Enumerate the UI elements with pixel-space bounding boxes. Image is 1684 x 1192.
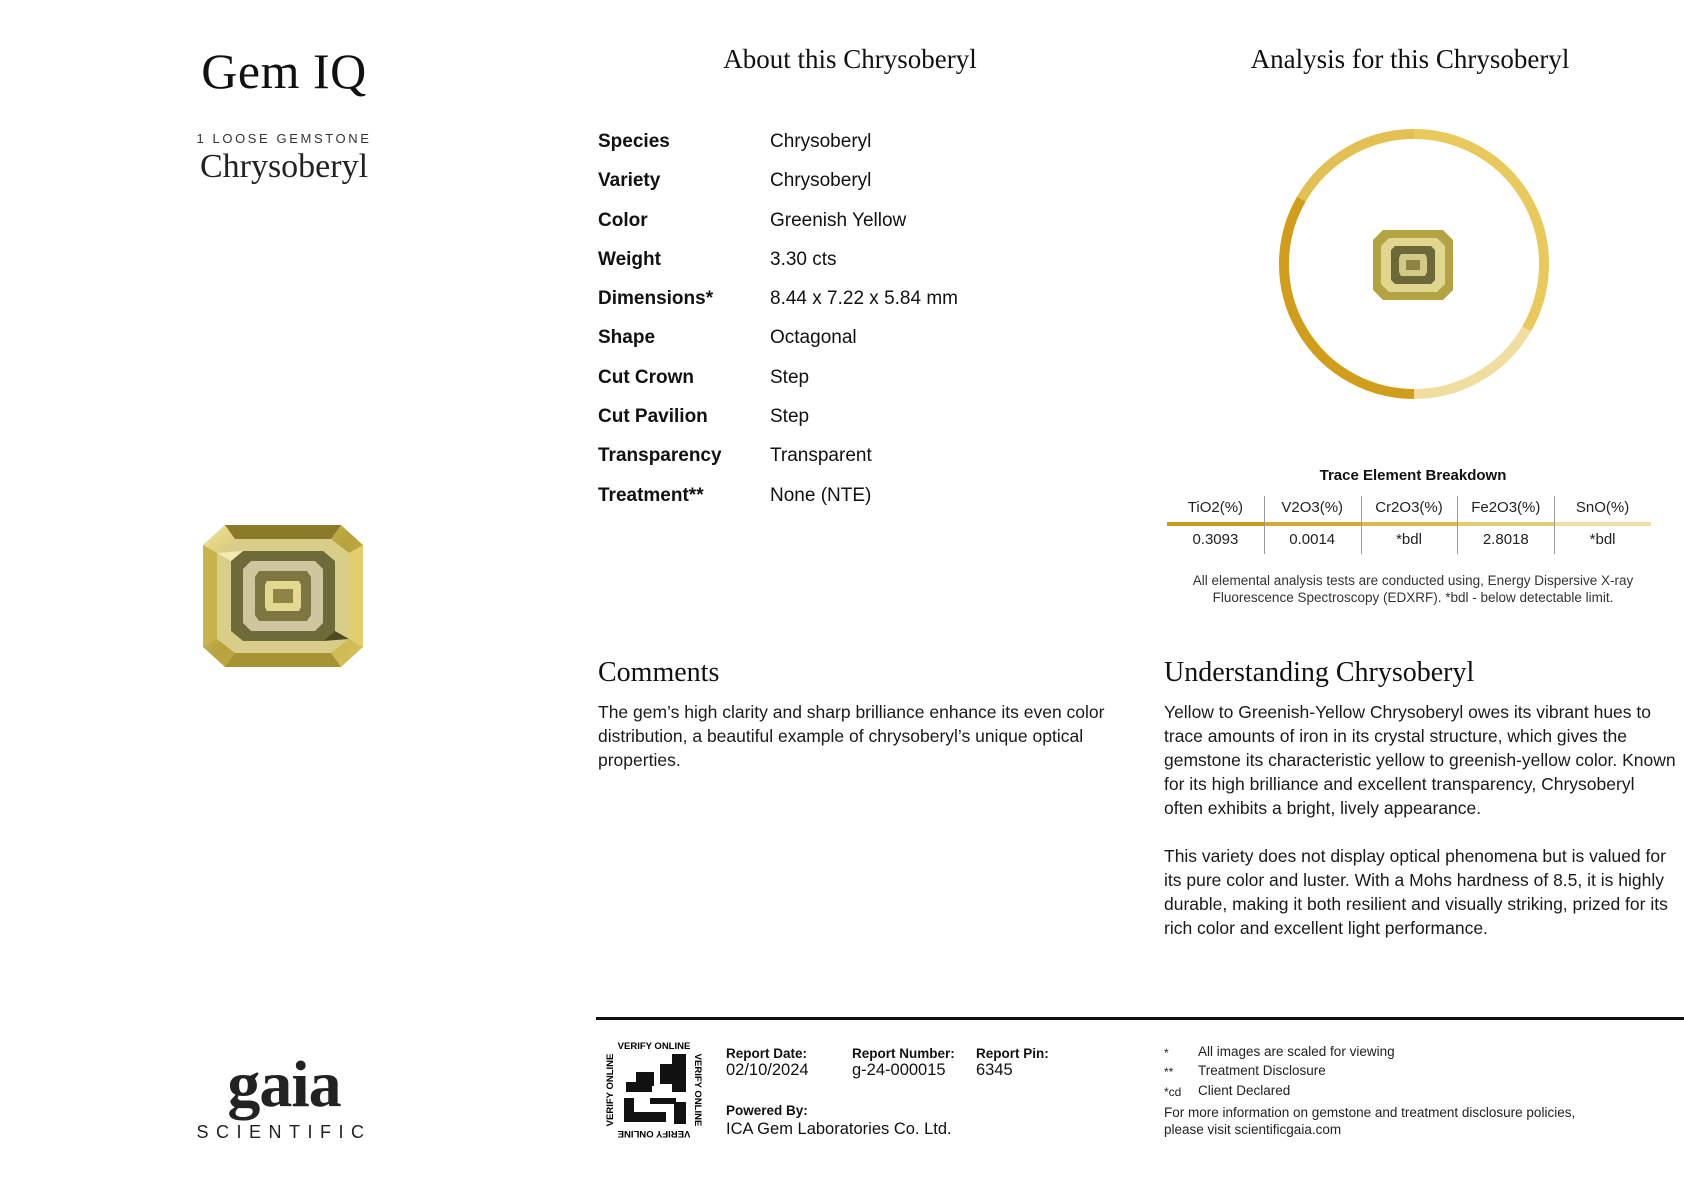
- trace-note-line: Fluorescence Spectroscopy (EDXRF). *bdl - below detectable limit.: [1212, 590, 1614, 605]
- verify-label: VERIFY ONLINE: [617, 1041, 691, 1052]
- verify-label: VERIFY ONLINE: [605, 1053, 616, 1127]
- gemstone-image: [203, 525, 363, 667]
- footnote-text: All images are scaled for viewing: [1198, 1044, 1395, 1059]
- report-date-label: Report Date:: [726, 1046, 808, 1061]
- brand-title: Gem IQ: [201, 43, 367, 99]
- about-value: Greenish Yellow: [770, 209, 907, 231]
- trace-element-name: Cr2O3(%): [1375, 499, 1443, 516]
- verify-qr-code[interactable]: [604, 1040, 704, 1140]
- about-label: Color: [598, 209, 648, 231]
- trace-title: Trace Element Breakdown: [1319, 467, 1507, 484]
- analysis-title: Analysis for this Chrysoberyl: [1250, 44, 1570, 74]
- report-date-value: 02/10/2024: [726, 1061, 809, 1079]
- trace-color-bar: [1457, 522, 1554, 526]
- disclosure-info: [1164, 1104, 1624, 1138]
- trace-element-value: 0.0014: [1289, 531, 1336, 548]
- about-label: Species: [598, 131, 670, 152]
- footnote-text: Client Declared: [1198, 1083, 1291, 1098]
- trace-element-value: 2.8018: [1482, 531, 1529, 548]
- about-label: Treatment**: [598, 484, 704, 506]
- gemstone-count: 1 LOOSE GEMSTONE: [196, 131, 372, 146]
- understanding-title: Understanding Chrysoberyl: [1164, 657, 1475, 688]
- about-value: 8.44 x 7.22 x 5.84 mm: [770, 288, 958, 310]
- ring-gemstone-image: [1373, 230, 1453, 300]
- trace-element-value: *bdl: [1589, 531, 1616, 548]
- about-value: None (NTE): [770, 484, 872, 506]
- gaia-logo-subtitle: SCIENTIFIC: [196, 1122, 372, 1142]
- trace-color-bar: [1167, 522, 1264, 526]
- footer-divider: [596, 1017, 1684, 1020]
- trace-column: [1264, 496, 1361, 554]
- verify-label: VERIFY ONLINE: [692, 1053, 703, 1127]
- verify-label: VERIFY ONLINE: [617, 1128, 691, 1139]
- about-value: Transparent: [770, 445, 872, 467]
- about-value: Step: [770, 406, 810, 428]
- footnote-symbol: *: [1164, 1046, 1169, 1060]
- about-value: Step: [770, 366, 810, 388]
- about-label: Cut Pavilion: [598, 406, 708, 428]
- about-value: 3.30 cts: [770, 248, 837, 270]
- trace-element-value: *bdl: [1396, 531, 1422, 548]
- about-row: [598, 127, 1098, 166]
- trace-element-name: V2O3(%): [1281, 499, 1344, 516]
- about-row: [598, 363, 1098, 402]
- about-row: [598, 166, 1098, 205]
- about-row: [598, 402, 1098, 441]
- about-label: Weight: [598, 248, 661, 270]
- gaia-logo-word: gaia: [227, 1048, 341, 1121]
- about-label: Dimensions*: [598, 288, 714, 310]
- disclosure-line[interactable]: please visit scientificgaia.com: [1164, 1122, 1342, 1137]
- disclosure-line: For more information on gemstone and treatment disclosure policies,: [1164, 1105, 1576, 1120]
- understanding-paragraph: This variety does not display optical phenomena but is valued for its pure color and luster. With a Mohs hardness of 8.5, it is highly durable, making it both resilient and visually striking, prized for its rich color and excellent light performance.: [1164, 846, 1668, 938]
- trace-column: [1554, 496, 1651, 554]
- comments-title: Comments: [598, 657, 720, 688]
- about-row: [598, 206, 1098, 245]
- about-label: Transparency: [598, 445, 722, 467]
- about-value: Chrysoberyl: [770, 170, 872, 192]
- report-pin-label: Report Pin:: [976, 1046, 1049, 1061]
- trace-column: [1457, 496, 1554, 554]
- trace-element-name: Fe2O3(%): [1471, 499, 1541, 516]
- ring-segment: [1301, 134, 1414, 199]
- trace-element-table: [1167, 496, 1651, 554]
- trace-separator: [1361, 496, 1362, 554]
- trace-separator: [1457, 496, 1458, 554]
- comments-text: The gem’s high clarity and sharp brilliance enhance its even color distribution, a beautiful example of chrysoberyl’s unique optical properties.: [598, 702, 1105, 770]
- about-label: Cut Crown: [598, 366, 695, 388]
- footnote-symbol: **: [1164, 1065, 1174, 1079]
- trace-column: [1167, 496, 1264, 554]
- about-row: [598, 481, 1098, 520]
- trace-note-line: All elemental analysis tests are conducted using, Energy Dispersive X-ray: [1192, 573, 1634, 588]
- report-number-value: g-24-000015: [852, 1061, 946, 1079]
- ring-segment: [1414, 329, 1527, 394]
- report-number-label: Report Number:: [852, 1046, 955, 1061]
- about-row: [598, 245, 1098, 284]
- trace-column: [1361, 496, 1458, 554]
- about-value: Octagonal: [770, 327, 857, 349]
- trace-element-name: SnO(%): [1575, 499, 1630, 516]
- about-row: [598, 323, 1098, 362]
- about-value: Chrysoberyl: [770, 131, 872, 152]
- trace-separator: [1264, 496, 1265, 554]
- footnote-symbol: *cd: [1164, 1085, 1182, 1099]
- understanding-paragraph: Yellow to Greenish-Yellow Chrysoberyl owes its vibrant hues to trace amounts of iron in its crystal structure, which gives the gemstone its characteristic yellow to greenish-yellow color. Known for its high brilliance and excellent transparency, Chrysoberyl often exhibits a bright, lively appearance.: [1164, 702, 1676, 818]
- about-label: Shape: [598, 327, 656, 349]
- report-pin-value: 6345: [976, 1061, 1013, 1079]
- trace-color-bar: [1264, 522, 1361, 526]
- about-table: [598, 127, 1098, 520]
- trace-separator: [1554, 496, 1555, 554]
- about-title: About this Chrysoberyl: [723, 44, 977, 74]
- about-row: [598, 284, 1098, 323]
- powered-by-value: ICA Gem Laboratories Co. Ltd.: [726, 1120, 952, 1138]
- trace-note: [1163, 572, 1663, 606]
- trace-element-name: TiO2(%): [1187, 499, 1244, 516]
- trace-element-value: 0.3093: [1192, 531, 1239, 548]
- gem-name-heading: Chrysoberyl: [199, 148, 369, 185]
- footnote-text: Treatment Disclosure: [1198, 1063, 1326, 1078]
- trace-color-bar: [1554, 522, 1651, 526]
- trace-color-bar: [1361, 522, 1458, 526]
- about-row: [598, 441, 1098, 480]
- powered-by-label: Powered By:: [726, 1103, 808, 1118]
- about-label: Variety: [598, 170, 661, 192]
